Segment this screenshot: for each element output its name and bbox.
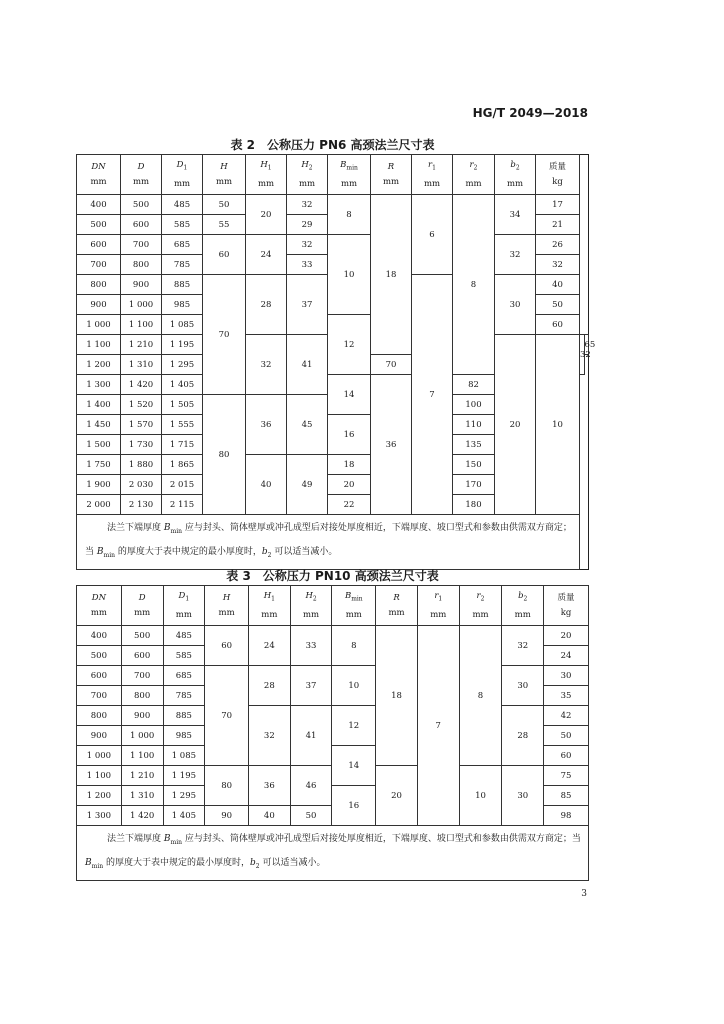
table-note: 法兰下端厚度 $B_{min}$ 应与封头、筒体壁厚或冲孔成型后对接处厚度相近，下端厚度、坡口型式和参数由供需双方商定；当 $B_{min}$ 的厚度大于表中规定的最小厚度时，$b_2$ 可以适当减小。 [77, 826, 589, 881]
table-cell: 50 [544, 726, 589, 746]
table-cell: 700 [77, 686, 122, 706]
table-cell: 40 [536, 275, 580, 295]
table-cell: 900 [121, 706, 163, 726]
table-cell: 1 865 [162, 455, 203, 475]
table-cell: 45 [287, 395, 328, 455]
column-header: R mm [376, 586, 418, 626]
table-cell: 1 295 [163, 786, 205, 806]
table-3-caption: 表 3 公称压力 PN10 高颈法兰尺寸表 [226, 569, 439, 583]
column-header: $D_1$ mm [163, 586, 205, 626]
table-cell: 20 [328, 475, 371, 495]
table-cell: 33 [287, 255, 328, 275]
table-cell: 1 420 [121, 806, 163, 826]
table-cell: 1 900 [77, 475, 121, 495]
table-cell: 50 [203, 195, 246, 215]
table-cell: 585 [162, 215, 203, 235]
table-cell: 75 [544, 766, 589, 786]
table-cell: 135 [453, 435, 495, 455]
table-cell: 1 200 [77, 355, 121, 375]
table-cell: 20 [495, 335, 536, 515]
table-cell: 500 [121, 626, 163, 646]
table-cell: 20 [544, 626, 589, 646]
table-cell: 180 [453, 495, 495, 515]
table-cell: 24 [246, 235, 287, 275]
table-cell: 1 310 [121, 355, 162, 375]
table-cell: 46 [290, 766, 332, 806]
pn6-flange-table [76, 154, 596, 570]
table-cell: 1 195 [163, 766, 205, 786]
table-2-caption: 表 2 公称压力 PN6 高颈法兰尺寸表 [230, 138, 435, 152]
standard-code: HG/T 2049—2018 [472, 106, 588, 120]
table-cell: 40 [248, 806, 290, 826]
column-header: $b_2$ mm [495, 155, 536, 195]
table-cell: 41 [290, 706, 332, 766]
table-note: 法兰下端厚度 $B_{min}$ 应与封头、筒体壁厚或冲孔成型后对接处厚度相近，下端厚度、坡口型式和参数由供需双方商定；当 $B_{min}$ 的厚度大于表中规定的最小厚度时，$b_2$ 可以适当减小。 [77, 515, 580, 570]
table-cell: 20 [246, 195, 287, 235]
table-cell: 600 [121, 646, 163, 666]
table-cell: 900 [77, 295, 121, 315]
table-cell: 485 [162, 195, 203, 215]
note-row [77, 515, 589, 570]
table-cell: 2 000 [77, 495, 121, 515]
column-header: $H_1$ mm [248, 586, 290, 626]
table-cell: 32 [248, 706, 290, 766]
table-cell: 41 [287, 335, 328, 395]
table-cell: 1 880 [121, 455, 162, 475]
table-row [77, 666, 589, 686]
table-cell: 1 310 [121, 786, 163, 806]
table-cell: 32 [287, 235, 328, 255]
table-cell: 1 000 [121, 295, 162, 315]
table-cell: 1 420 [121, 375, 162, 395]
column-header: $r_1$ mm [412, 155, 453, 195]
table-cell: 900 [77, 726, 122, 746]
table-cell: 8 [453, 195, 495, 375]
table-cell: 50 [290, 806, 332, 826]
table-cell: 18 [371, 195, 412, 355]
table-cell: 18 [328, 455, 371, 475]
table-cell: 16 [332, 786, 376, 826]
table-cell: 8 [328, 195, 371, 235]
table-cell: 1 715 [162, 435, 203, 455]
column-header: D mm [121, 155, 162, 195]
table-cell: 70 [371, 355, 412, 375]
table-cell: 785 [162, 255, 203, 275]
table-cell: 700 [77, 255, 121, 275]
table-cell: 7 [412, 275, 453, 515]
table-cell: 32 [287, 195, 328, 215]
table-cell: 80 [203, 395, 246, 515]
table-cell: 985 [162, 295, 203, 315]
table-cell: 500 [121, 195, 162, 215]
table-cell: 1 100 [77, 766, 122, 786]
table-cell: 10 [332, 666, 376, 706]
table-cell: 1 505 [162, 395, 203, 415]
table-cell: 700 [121, 235, 162, 255]
table-cell: 60 [203, 235, 246, 275]
table-cell: 985 [163, 726, 205, 746]
table-cell: 400 [77, 195, 121, 215]
table-cell: 55 [203, 215, 246, 235]
table-cell: 33 [290, 626, 332, 666]
table-cell: 28 [246, 275, 287, 335]
table-cell: 1 000 [77, 315, 121, 335]
table-cell: 36 [371, 375, 412, 515]
table-cell: 110 [453, 415, 495, 435]
table-cell: 685 [162, 235, 203, 255]
table-cell: 36 [246, 395, 287, 455]
table-cell: 35 [544, 686, 589, 706]
column-header: $b_2$ mm [502, 586, 544, 626]
table-cell: 2 130 [121, 495, 162, 515]
table-cell: 150 [453, 455, 495, 475]
table-cell: 8 [332, 626, 376, 666]
table-cell: 1 405 [162, 375, 203, 395]
column-header: $H_2$ mm [290, 586, 332, 626]
table-cell: 98 [544, 806, 589, 826]
table-cell: 70 [205, 666, 249, 766]
table-body [77, 586, 589, 881]
table-cell: 1 085 [162, 315, 203, 335]
table-cell: 90 [205, 806, 249, 826]
column-header: $H_1$ mm [246, 155, 287, 195]
table-row [77, 195, 589, 215]
table-cell: 32 [495, 235, 536, 275]
table-cell: 28 [248, 666, 290, 706]
table-cell: 10 [328, 235, 371, 315]
table-cell: 1 210 [121, 335, 162, 355]
table-cell: 1 085 [163, 746, 205, 766]
table-cell: 32 [502, 626, 544, 666]
table-cell: 65 [584, 335, 589, 355]
table-cell: 60 [205, 626, 249, 666]
header-row [77, 586, 589, 626]
table-cell: 40 [246, 455, 287, 515]
table-cell: 18 [376, 626, 418, 766]
table-cell: 7 [417, 626, 459, 826]
table-cell: 32 [580, 335, 585, 375]
column-header: $r_2$ mm [459, 586, 502, 626]
table-cell: 60 [544, 746, 589, 766]
table-cell: 50 [536, 295, 580, 315]
table-cell: 22 [328, 495, 371, 515]
table-cell: 80 [205, 766, 249, 806]
header-row [77, 155, 589, 195]
table-row [77, 626, 589, 646]
table-cell: 21 [536, 215, 580, 235]
table-cell: 785 [163, 686, 205, 706]
table-cell: 485 [163, 626, 205, 646]
table-cell: 30 [502, 766, 544, 826]
table-cell: 14 [332, 746, 376, 786]
table-cell: 1 405 [163, 806, 205, 826]
table-cell: 6 [412, 195, 453, 275]
table-body [77, 155, 596, 570]
table-cell: 900 [121, 275, 162, 295]
table-cell: 885 [163, 706, 205, 726]
table-row [77, 706, 589, 726]
table-cell: 32 [246, 335, 287, 395]
table-cell: 24 [544, 646, 589, 666]
column-header: $r_2$ mm [453, 155, 495, 195]
table-cell: 28 [502, 706, 544, 766]
table-cell: 12 [332, 706, 376, 746]
table-cell: 1 730 [121, 435, 162, 455]
column-header: $D_1$ mm [162, 155, 203, 195]
table-cell: 32 [536, 255, 580, 275]
table-cell: 29 [287, 215, 328, 235]
table-cell: 12 [328, 315, 371, 375]
table-cell: 1 200 [77, 786, 122, 806]
table-cell: 600 [121, 215, 162, 235]
table-cell: 400 [77, 626, 122, 646]
table-cell: 800 [77, 706, 122, 726]
table-cell: 37 [290, 666, 332, 706]
table-cell: 36 [248, 766, 290, 806]
table-cell: 1 570 [121, 415, 162, 435]
table-cell: 49 [287, 455, 328, 515]
table-cell: 100 [453, 395, 495, 415]
table-cell: 1 195 [162, 335, 203, 355]
table-cell: 1 400 [77, 395, 121, 415]
table-cell: 1 300 [77, 375, 121, 395]
column-header: H mm [205, 586, 249, 626]
column-header: $B_{min}$ mm [332, 586, 376, 626]
table-cell: 1 750 [77, 455, 121, 475]
table-cell: 16 [328, 415, 371, 455]
table-cell: 10 [536, 335, 580, 515]
column-header: D mm [121, 586, 163, 626]
table-cell: 8 [459, 626, 502, 766]
table-cell: 700 [121, 666, 163, 686]
pn10-flange-table [76, 585, 589, 881]
table-cell: 10 [459, 766, 502, 826]
table-cell: 26 [536, 235, 580, 255]
table-cell: 34 [495, 195, 536, 235]
table-cell: 800 [121, 255, 162, 275]
table-cell: 20 [376, 766, 418, 826]
column-header: $B_{min}$ mm [328, 155, 371, 195]
table-cell: 2 015 [162, 475, 203, 495]
table-cell: 1 100 [121, 746, 163, 766]
table-cell: 2 030 [121, 475, 162, 495]
table-cell: 1 300 [77, 806, 122, 826]
column-header: 质量 kg [544, 586, 589, 626]
table-cell: 24 [248, 626, 290, 666]
page-number: 3 [581, 889, 587, 899]
table-cell: 30 [544, 666, 589, 686]
table-cell: 1 555 [162, 415, 203, 435]
table-cell: 1 520 [121, 395, 162, 415]
table-cell: 1 210 [121, 766, 163, 786]
table-cell: 585 [163, 646, 205, 666]
table-cell: 500 [77, 215, 121, 235]
table-cell: 800 [121, 686, 163, 706]
table-cell: 30 [502, 666, 544, 706]
table-cell: 1 100 [121, 315, 162, 335]
table-cell: 70 [203, 275, 246, 395]
table-cell: 170 [453, 475, 495, 495]
column-header: H mm [203, 155, 246, 195]
table-cell: 85 [544, 786, 589, 806]
table-cell: 800 [77, 275, 121, 295]
table-cell: 2 115 [162, 495, 203, 515]
column-header: 质量 kg [536, 155, 580, 195]
table-cell: 500 [77, 646, 122, 666]
note-row [77, 826, 589, 881]
column-header: $H_2$ mm [287, 155, 328, 195]
column-header: DN mm [77, 586, 122, 626]
table-cell: 82 [453, 375, 495, 395]
column-header: R mm [371, 155, 412, 195]
table-cell: 30 [495, 275, 536, 335]
table-cell: 600 [77, 235, 121, 255]
table-cell: 1 450 [77, 415, 121, 435]
table-cell: 885 [162, 275, 203, 295]
table-cell: 685 [163, 666, 205, 686]
table-cell: 60 [536, 315, 580, 335]
table-cell: 1 000 [121, 726, 163, 746]
table-cell: 17 [536, 195, 580, 215]
table-cell: 1 295 [162, 355, 203, 375]
table-cell: 37 [287, 275, 328, 335]
table-cell: 1 000 [77, 746, 122, 766]
table-cell: 14 [328, 375, 371, 415]
column-header: $r_1$ mm [417, 586, 459, 626]
table-cell: 1 500 [77, 435, 121, 455]
table-cell: 1 100 [77, 335, 121, 355]
table-row [77, 235, 589, 255]
table-cell: 600 [77, 666, 122, 686]
column-header: DN mm [77, 155, 121, 195]
table-cell: 42 [544, 706, 589, 726]
